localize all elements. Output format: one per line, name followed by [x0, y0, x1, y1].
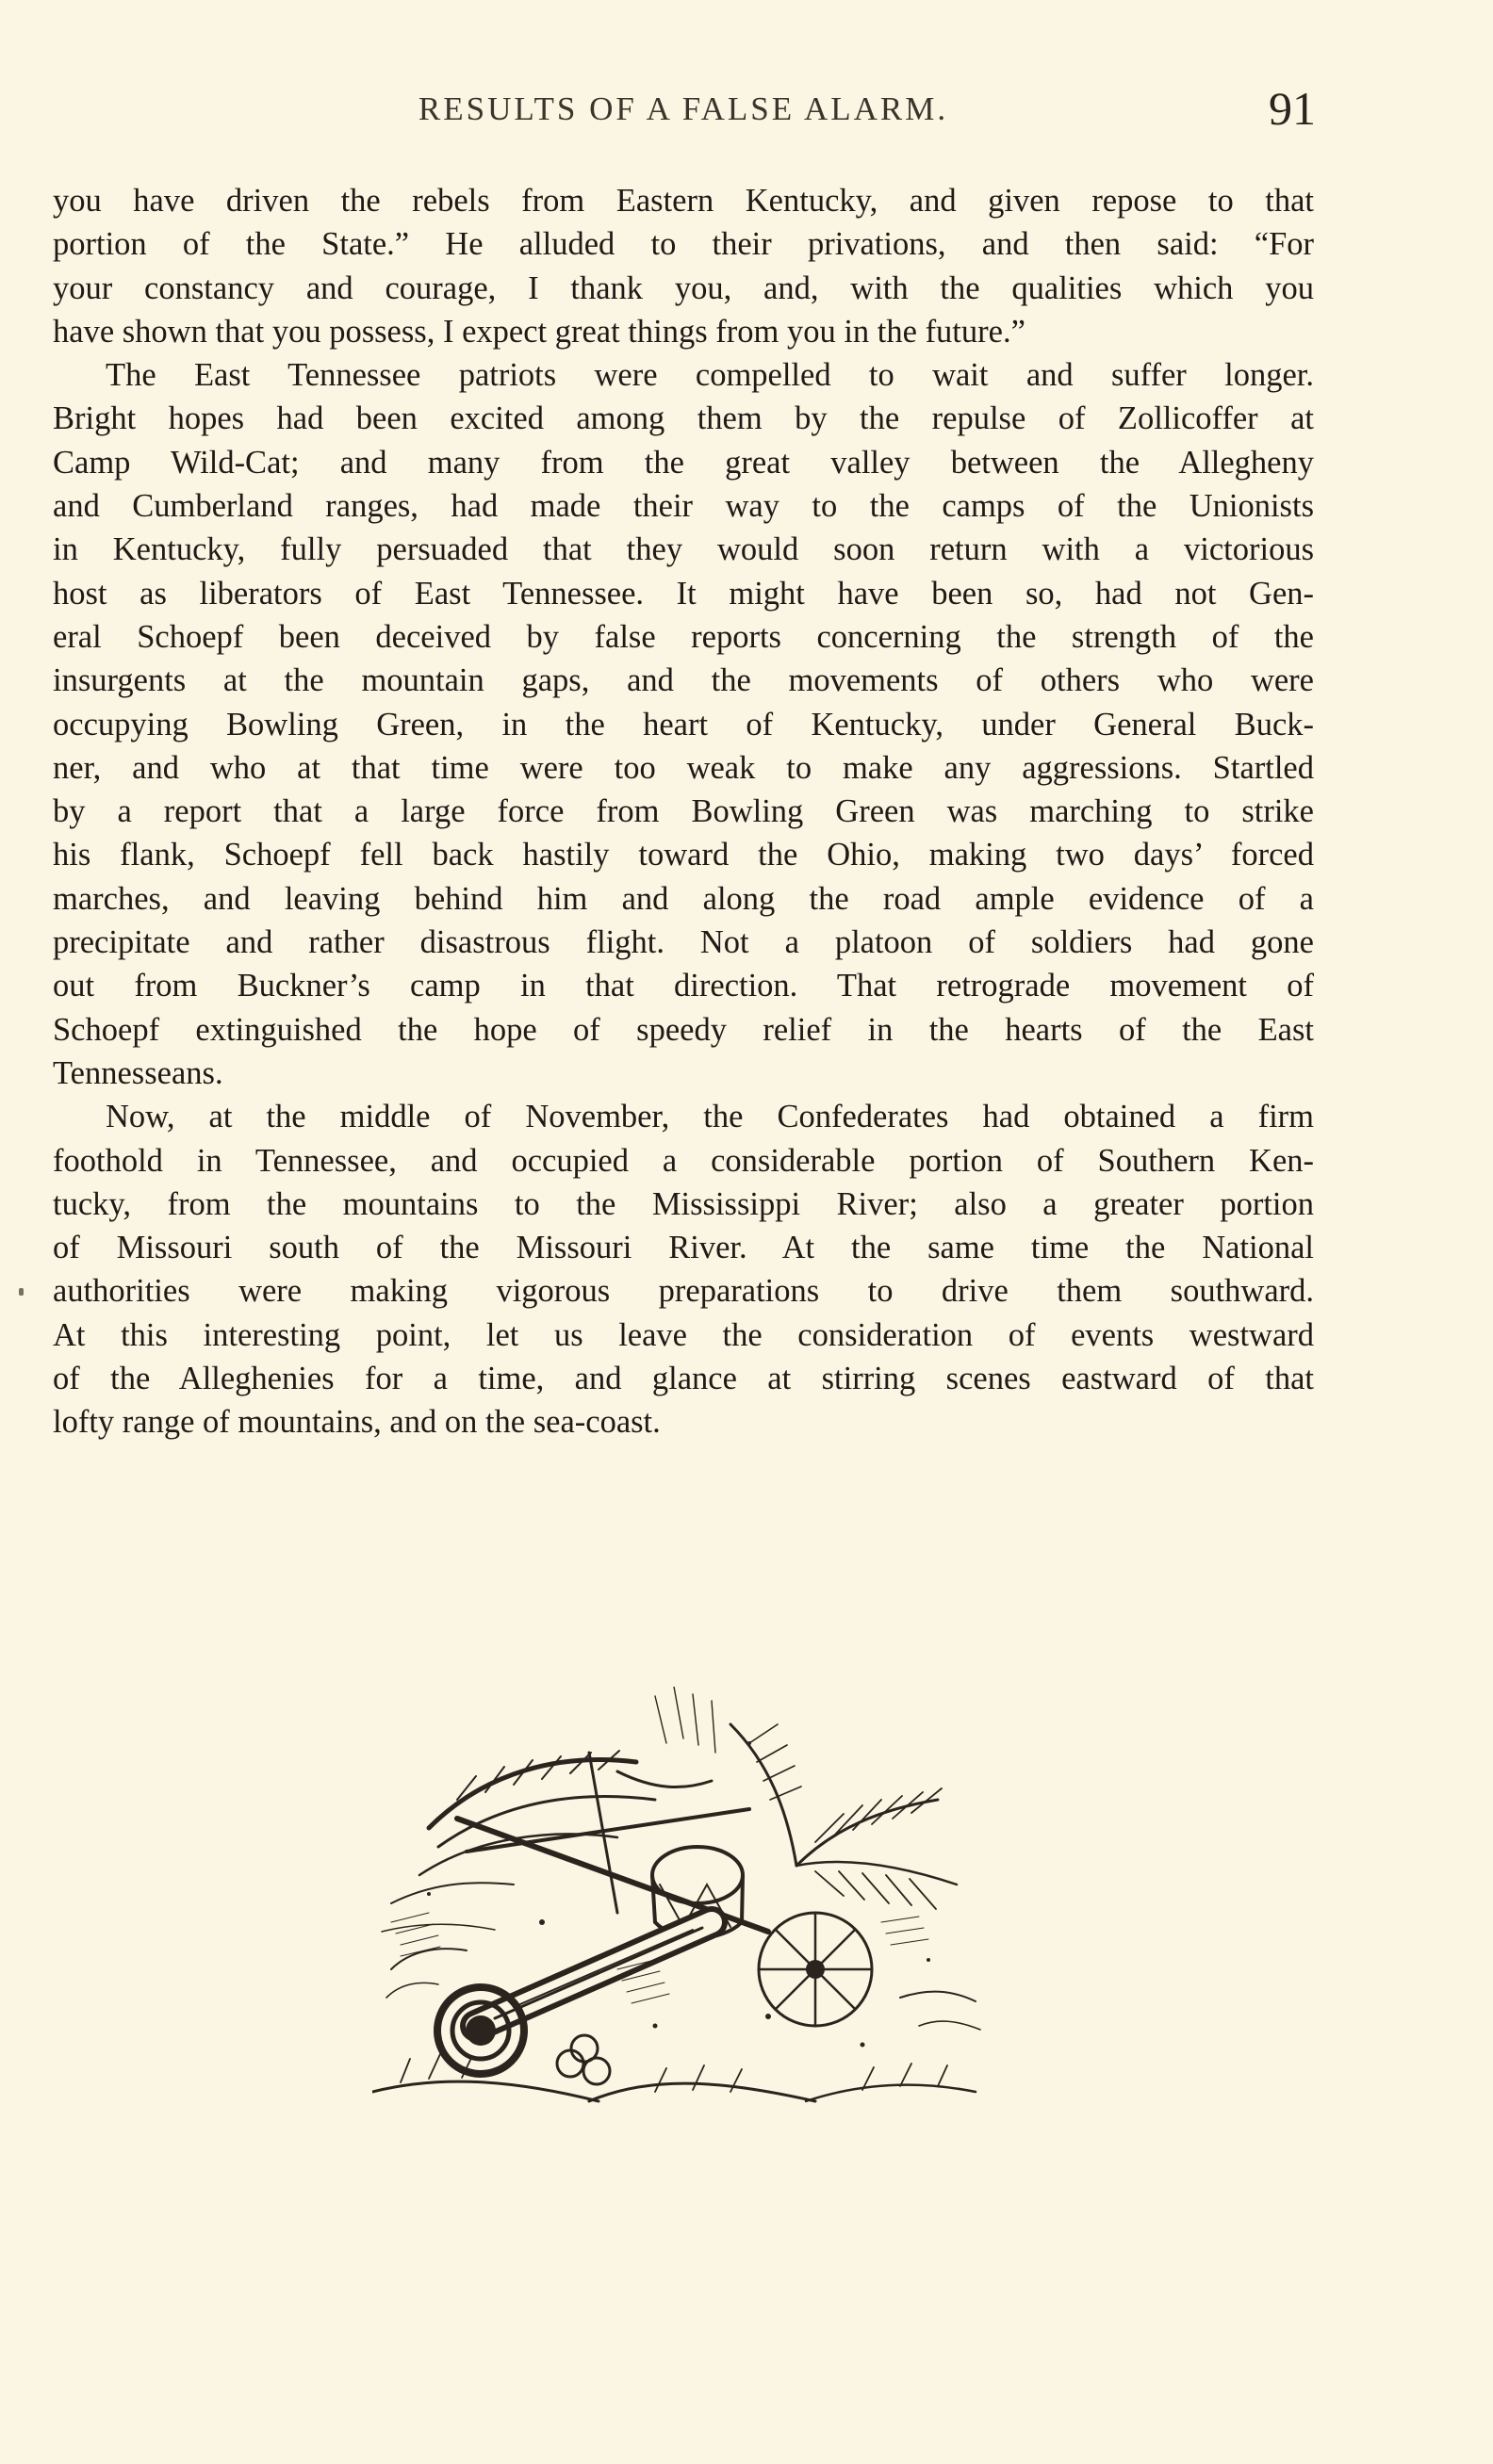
- text-line: Camp Wild-Cat; and many from the great valley between the Allegheny: [53, 444, 1314, 481]
- paragraph-start-line: Now, at the middle of November, the Confederates had obtained a firm: [106, 1099, 1314, 1135]
- text-line: foothold in Tennessee, and occupied a considerable portion of Southern Ken-: [53, 1142, 1314, 1179]
- text-line: his flank, Schoepf fell back hastily toward the Ohio, making two days’ forced: [53, 837, 1314, 873]
- running-title: RESULTS OF A FALSE ALARM.: [418, 90, 949, 127]
- text-line: authorities were making vigorous preparations to drive them southward.: [53, 1273, 1314, 1310]
- text-line: lofty range of mountains, and on the sea-coast.: [53, 1404, 661, 1441]
- text-line: Bright hopes had been excited among them by the repulse of Zollicoffer at: [53, 400, 1314, 437]
- text-line: eral Schoepf been deceived by false reports concerning the strength of the: [53, 618, 1314, 655]
- text-line: marches, and leaving behind him and along the road ample evidence of a: [53, 880, 1314, 917]
- text-line: host as liberators of East Tennessee. It might have been so, had not Gen-: [53, 575, 1314, 612]
- text-line: in Kentucky, fully persuaded that they would soon return with a victorious: [53, 531, 1314, 568]
- text-line: your constancy and courage, I thank you, and, with the qualities which you: [53, 269, 1314, 306]
- text-line: precipitate and rather disastrous flight. Not a platoon of soldiers had gone: [53, 924, 1314, 961]
- body-text: [53, 179, 1314, 1444]
- text-line: insurgents at the mountain gaps, and the movements of others who were: [53, 662, 1314, 699]
- margin-speck: [19, 1288, 24, 1296]
- text-line: portion of the State.” He alluded to their privations, and then said: “For: [53, 226, 1314, 263]
- text-line: have shown that you possess, I expect great things from you in the future.”: [53, 313, 1025, 350]
- text-line: and Cumberland ranges, had made their way to the camps of the Unionists: [53, 488, 1314, 525]
- page-number: 91: [1269, 82, 1316, 135]
- running-head: [53, 83, 1314, 139]
- text-line: by a report that a large force from Bowling Green was marching to strike: [53, 793, 1314, 830]
- paragraph-start-line: The East Tennessee patriots were compelled to wait and suffer longer.: [106, 357, 1314, 394]
- text-line: Tennesseans.: [53, 1054, 223, 1091]
- text-line: occupying Bowling Green, in the heart of Kentucky, under General Buck-: [53, 706, 1314, 742]
- text-line: Schoepf extinguished the hope of speedy relief in the hearts of the East: [53, 1011, 1314, 1048]
- cannon-vignette-icon: [372, 1687, 990, 2115]
- text-line: At this interesting point, let us leave the consideration of events westward: [53, 1316, 1314, 1353]
- text-line: you have driven the rebels from Eastern Kentucky, and given repose to that: [53, 183, 1314, 219]
- text-line: out from Buckner’s camp in that direction. That retrograde movement of: [53, 968, 1314, 1004]
- text-line: of Missouri south of the Missouri River. At the same time the National: [53, 1230, 1314, 1266]
- text-line: of the Alleghenies for a time, and glance at stirring scenes eastward of that: [53, 1361, 1314, 1397]
- text-line: ner, and who at that time were too weak to make any aggressions. Startled: [53, 749, 1314, 786]
- text-line: tucky, from the mountains to the Mississippi River; also a greater portion: [53, 1185, 1314, 1222]
